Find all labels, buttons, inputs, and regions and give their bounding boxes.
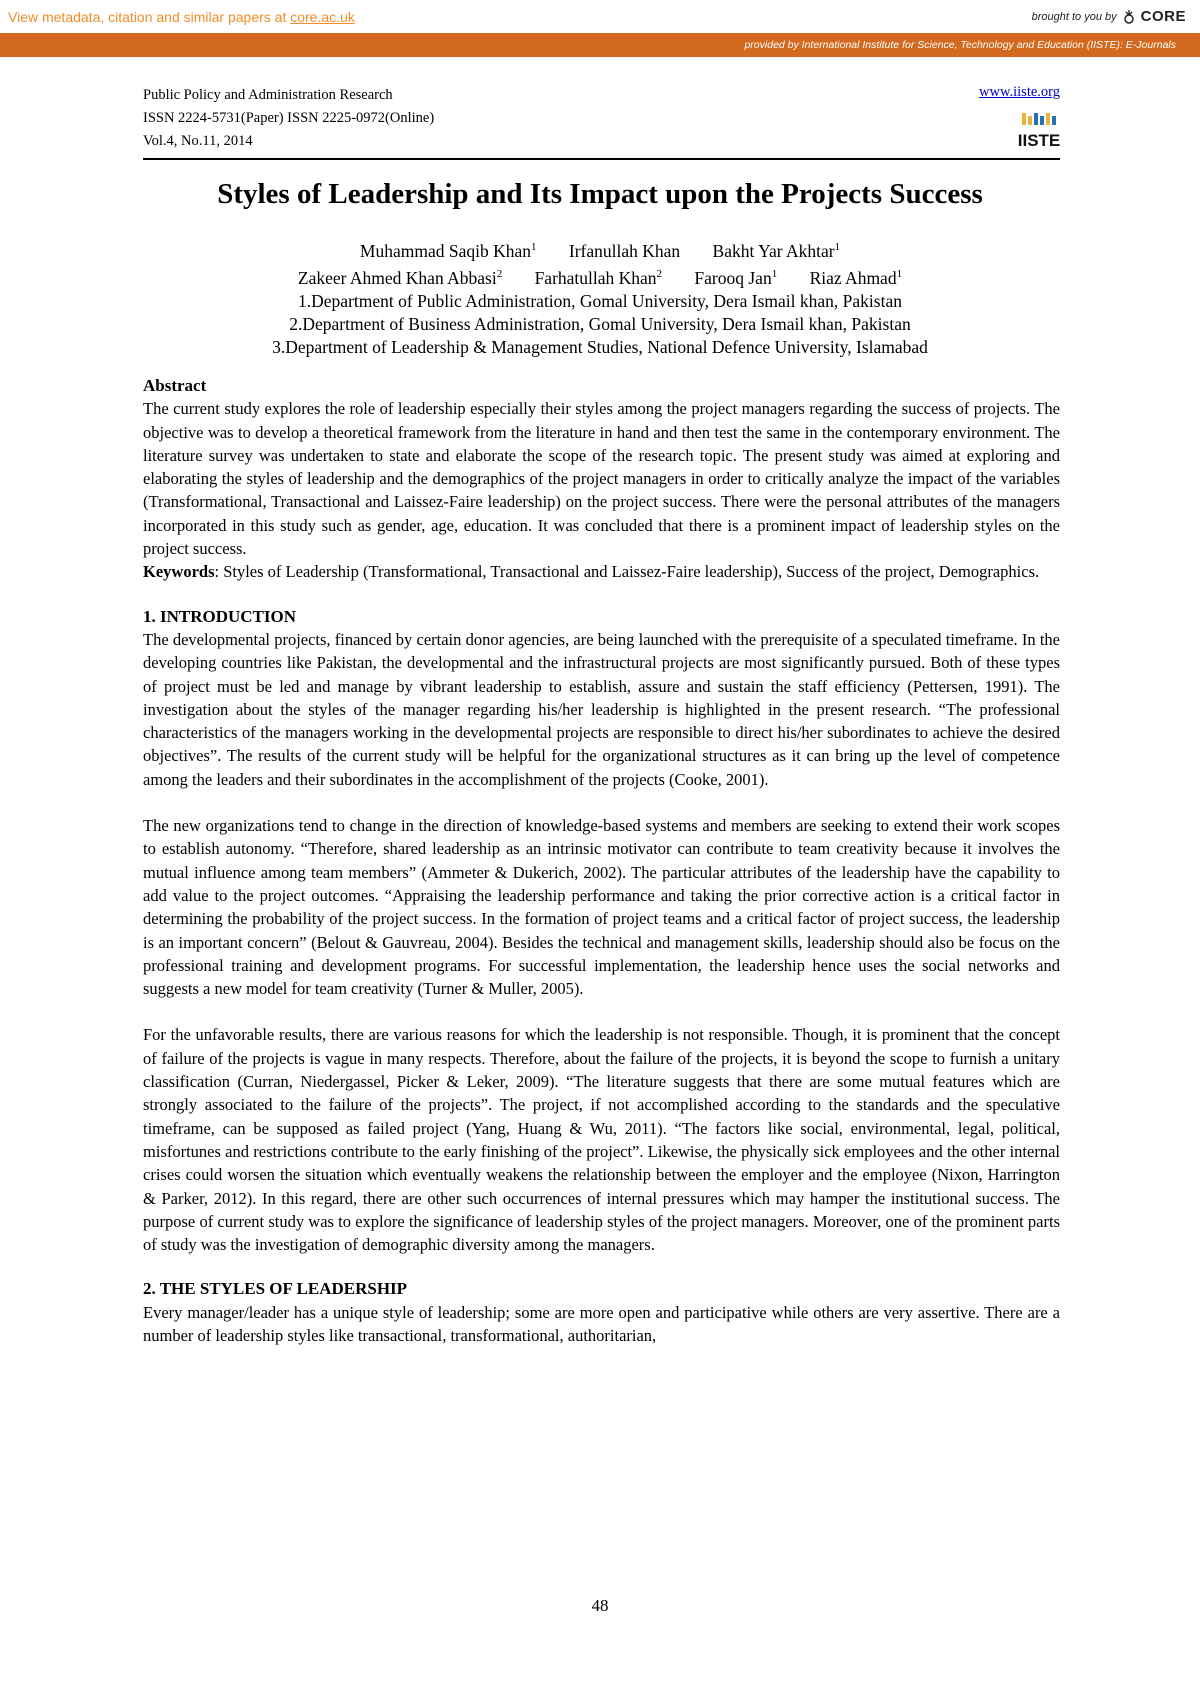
- paragraph: For the unfavorable results, there are various reasons for which the leadership is not responsible. Though, it is prominent that the concept of failure of the projects is vague in many respects. Therefore, about the failure of the projects, it is beyond the scope to furnish a unitary classification (Curran, Niedergassel, Picker & Leker, 2009). “The literature suggests that there are some mutual features which are strongly associated to the failure of the projects”. The project, if not accomplished according to the standards and the speculative timeframe, can be supposed as failed project (Yang, Huang & Wu, 2011). “The factors like social, environmental, legal, political, misfortunes and restrictions contribute to the early finishing of the project”. Likewise, the physically sick employees and the other internal crises could worsen the situation which eventually weakens the relationship between the employer and the employee (Nixon, Harrington & Parker, 2012). In this regard, there are other such occurrences of internal pressures which may hamper the institutional success. The purpose of current study was to explore the significance of leadership styles of the project managers. Moreover, one of the prominent parts of study was the investigation of demographic diversity among the managers.: [143, 1025, 1060, 1255]
- author-row-2: [100, 263, 1100, 290]
- author: Bakht Yar Akhtar$^1$: [712, 240, 841, 261]
- keywords-text: : Styles of Leadership (Transformational, Transactional and Laissez-Faire leadership), Success of the project, Demographics.: [214, 562, 1040, 582]
- keywords-label: Keywords: [143, 562, 215, 582]
- provider-text[interactable]: provided by International Institute for Science, Technology and Education (IISTE): E-Journals: [744, 39, 1176, 51]
- author: Irfanullah Khan: [568, 240, 681, 261]
- paragraph: The new organizations tend to change in the direction of knowledge-based systems and members are seeking to extend their work scopes to establish autonomy. “Therefore, shared leadership as an intrinsic motivator can contribute to team creativity because it involves the mutual influence among team members” (Ammeter & Dukerich, 2002). The particular attributes of the leadership have the capability to add value to the project outcomes. “Appraising the leadership performance and taking the prior corrective action is a critical factor in determining the probability of the project success. In the formation of project teams and a critical factor of project success, the leadership is an important concern” (Belout & Gauvreau, 2004). Besides the technical and management skills, leadership should also be focus on the professional training and development programs. For successful implementation, the leadership hence uses the social networks and suggests a new model for team creativity (Turner & Muller, 2005).: [143, 816, 1060, 999]
- paper-title: Styles of Leadership and Its Impact upon the Projects Success: [217, 178, 983, 210]
- author: Farooq Jan$^1$: [694, 267, 778, 288]
- journal-name: Public Policy and Administration Research: [143, 87, 393, 103]
- journal-header: [143, 84, 1060, 160]
- journal-issn: ISSN 2224-5731(Paper) ISSN 2225-0972(Online): [143, 110, 435, 126]
- core-link-prefix: View metadata, citation and similar papers at: [8, 9, 291, 25]
- author: Riaz Ahmad$^1$: [809, 267, 903, 288]
- core-link-anchor[interactable]: core.ac.uk: [290, 9, 355, 25]
- affiliation: 2.Department of Business Administration, Gomal University, Dera Ismail khan, Pakistan: [289, 313, 911, 334]
- abstract-heading: Abstract: [143, 376, 207, 395]
- journal-url[interactable]: www.iiste.org: [979, 84, 1060, 100]
- core-logo-icon: [1121, 9, 1137, 25]
- paragraph: The developmental projects, financed by certain donor agencies, are being launched with the prerequisite of a speculated timeframe. In the developing countries like Pakistan, the developmental and the infrastructural projects are most significantly pursued. Both of these types of project must be led and manage by vibrant leadership to establish, assure and sustain the staff efficiency (Pettersen, 1991). The investigation about the styles of the manager regarding his/her leadership is highlighted in the present research. “The professional characteristics of the managers working in the developmental projects are responsible to direct his/her subordinates to achieve the desired objectives”. The results of the current study will be helpful for the organizational structures as it can bring up the level of competence among the leaders and their subordinates in the accomplishment of the projects (Cooke, 2001).: [143, 629, 1060, 789]
- core-banner: [0, 0, 1200, 33]
- provider-bar: [0, 33, 1200, 57]
- affiliation: 3.Department of Leadership & Management Studies, National Defence University, Islamabad: [272, 336, 928, 357]
- author: Farhatullah Khan$^2$: [534, 267, 663, 288]
- header-rule: [143, 158, 1060, 160]
- paper-body: [143, 374, 1060, 1347]
- core-brand[interactable]: [1032, 8, 1186, 25]
- affiliation: 1.Department of Public Administration, Gomal University, Dera Ismail khan, Pakistan: [298, 290, 902, 311]
- brought-by-label: brought to you by: [1031, 10, 1117, 23]
- section-heading-introduction: 1. INTRODUCTION: [143, 606, 297, 626]
- author: Muhammad Saqib Khan$^1$: [359, 240, 537, 261]
- paragraph: Every manager/leader has a unique style of leadership; some are more open and participative while others are very assertive. There are a number of leadership styles like transactional, transformational, authoritarian,: [143, 1302, 1060, 1345]
- core-metadata-link[interactable]: [8, 9, 355, 25]
- core-logo-text: CORE: [1140, 8, 1186, 25]
- abstract-text: The current study explores the role of leadership especially their styles among the project managers regarding the success of projects. The objective was to develop a theoretical framework from the literature in hand and then test the same in the contemporary environment. The literature survey was undertaken to state and elaborate the scope of the research topic. The present study was aimed at exploring and elaborating the styles of leadership and the demographics of the project managers in order to critically analyze the impact of the variables (Transformational, Transactional and Laissez-Faire leadership) on the project success. There were the personal attributes of the managers incorporated in this study such as gender, age, education. It was concluded that there is a prominent impact of leadership styles on the project success.: [143, 399, 1060, 559]
- iiste-logo-icon: [1017, 111, 1061, 151]
- author-row-1: [100, 236, 1100, 263]
- iiste-logo-text: IISTE: [1017, 131, 1061, 150]
- page-number: 48: [591, 1596, 609, 1615]
- journal-volume: Vol.4, No.11, 2014: [143, 133, 253, 149]
- keywords: [143, 560, 1060, 583]
- author-block: [100, 236, 1100, 359]
- section-heading-styles: 2. THE STYLES OF LEADERSHIP: [143, 1279, 408, 1299]
- author: Zakeer Ahmed Khan Abbasi$^2$: [297, 267, 503, 288]
